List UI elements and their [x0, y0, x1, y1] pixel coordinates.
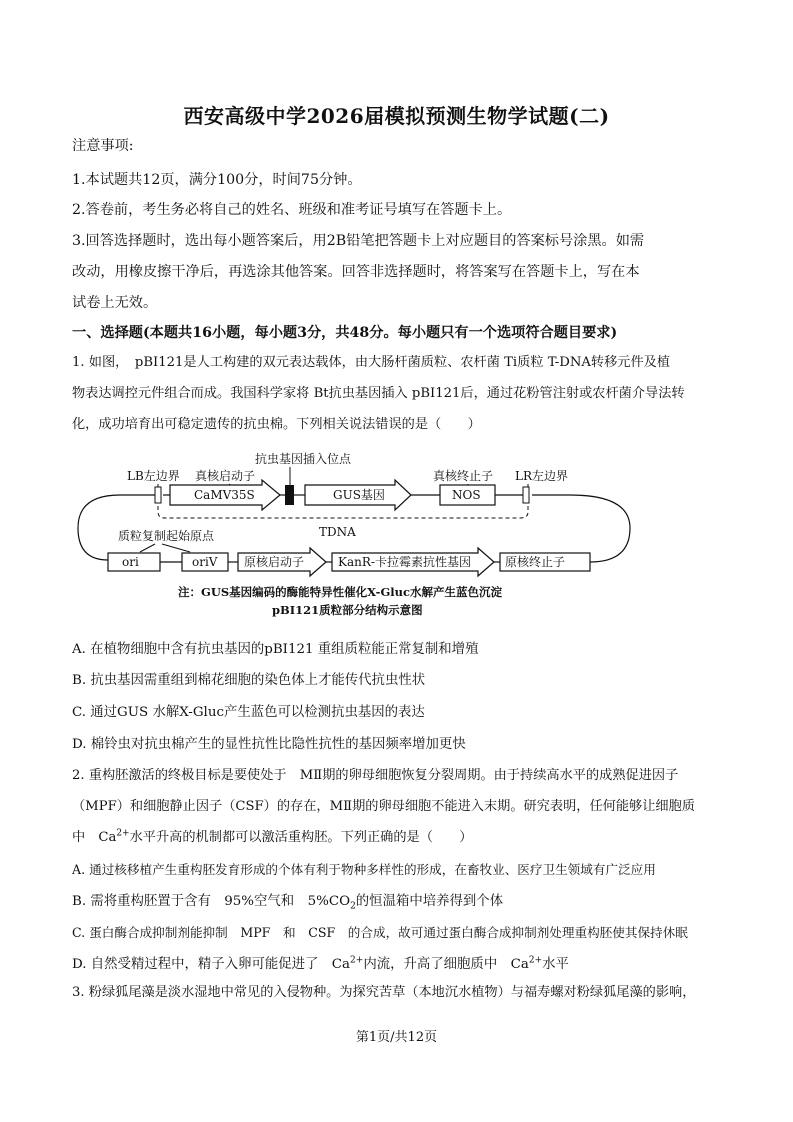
page-footer: 第1页/共12页: [355, 1030, 438, 1045]
q1-option-d: D. 棉铃虫对抗虫棉产生的显性抗性比隐性抗性的基因频率增加更快: [72, 737, 466, 752]
pro-terminator-label: 原核终止子: [505, 555, 566, 569]
origin-label: 质粒复制起始原点: [118, 529, 215, 543]
insert-site-label: 抗虫基因插入位点: [255, 452, 352, 466]
ori-label: ori: [122, 555, 139, 569]
q3-stem-line1: 3. 粉绿狐尾藻是淡水湿地中常见的入侵物种。为探究苦草（本地沉水植物）与福寿螺对粉绿狐尾藻的影响，: [72, 985, 696, 1000]
notes-heading: 注意事项:: [72, 138, 134, 154]
page-title: 西安高级中学2026届模拟预测生物学试题(二): [183, 104, 610, 128]
q1-option-b: B. 抗虫基因需重组到棉花细胞的染色体上才能传代抗虫性状: [72, 673, 426, 688]
q2-option-a: A. 通过核移植产生重构胚发育形成的个体有利于物种多样性的形成，在畜牧业、医疗卫生领域有广泛应用: [72, 862, 656, 877]
tdna-label: TDNA: [319, 525, 356, 539]
note-1: 1.本试题共12页，满分100分，时间75分钟。: [72, 172, 362, 188]
q1-option-c: C. 通过GUS 水解X-Gluc产生蓝色可以检测抗虫基因的表达: [72, 705, 425, 720]
q2-option-d: D. 自然受精过程中，精子入卵可能促进了 $Ca^{2+}$内流，升高了细胞质中 $Ca^{2+}$水平: [72, 955, 569, 972]
note-3-line2: 改动，用橡皮擦干净后，再选涂其他答案。回答非选择题时，将答案写在答题卡上，写在本: [72, 264, 640, 280]
q1-stem-line3: 化，成功培育出可稳定遗传的抗虫棉。下列相关说法错误的是（ ）: [72, 417, 481, 432]
camv-label: CaMV35S: [194, 488, 255, 502]
q2-stem-line2: （MPF）和细胞静止因子（CSF）的存在，MⅡ期的卵母细胞不能进入末期。研究表明，任何能够让细胞质: [72, 799, 695, 814]
note-2: 2.答卷前，考生务必将自己的姓名、班级和准考证号填写在答题卡上。: [72, 202, 512, 218]
nos-label: NOS: [452, 488, 481, 502]
note-3-line1: 3.回答选择题时，选出每小题答案后，用2B铅笔把答题卡上对应题目的答案标号涂黑。如需: [72, 233, 645, 249]
terminator-label: 真核终止子: [433, 469, 494, 483]
gus-label: GUS基因: [333, 488, 385, 502]
lr-label: LR左边界: [515, 469, 569, 483]
q2-option-b: B. 需将重构胚置于含有 95%空气和 $5\%CO_2$的恒温箱中培养得到个体: [72, 894, 504, 912]
diagram-caption: pBI121质粒部分结构示意图: [272, 603, 423, 617]
q1-stem-line2: 物表达调控元件组合而成。我国科学家将 Bt抗虫基因插入 pBI121后，通过花粉管注射或农杆菌介导法转: [72, 386, 685, 401]
q2-stem-line3: 中 $Ca^{2+}$水平升高的机制都可以激活重构胚。下列正确的是（ ）: [72, 828, 473, 845]
diagram-note: 注：GUS基因编码的酶能特异性催化X-Gluc水解产生蓝色沉淀: [178, 585, 502, 599]
q1-stem-line1: 1. 如图， pBI121是人工构建的双元表达载体，由大肠杆菌质粒、农杆菌 Ti质粒 T-DNA转移元件及植: [72, 355, 671, 370]
lb-label: LB左边界: [127, 469, 180, 483]
oriv-label: oriV: [192, 555, 218, 569]
q2-stem-line1: 2. 重构胚激活的终极目标是要使处于 MⅡ期的卵母细胞恢复分裂周期。由于持续高水平的成熟促进因子: [72, 768, 679, 783]
note-3-line3: 试卷上无效。: [72, 295, 158, 311]
promoter-label: 真核启动子: [195, 469, 256, 483]
q2-option-c: C. 蛋白酶合成抑制剂能抑制 MPF 和 CSF 的合成，故可通过蛋白酶合成抑制剂处理重构胚使其保持休眠: [72, 925, 688, 940]
pro-promoter-label: 原核启动子: [244, 555, 305, 569]
q1-option-a: A. 在植物细胞中含有抗虫基因的pBI121 重组质粒能正常复制和增殖: [72, 642, 479, 657]
kanr-label: KanR-卡拉霉素抗性基因: [338, 555, 471, 569]
section-heading: 一、选择题(本题共16小题，每小题3分，共48分。每小题只有一个选项符合题目要求): [72, 325, 618, 341]
plasmid-diagram: [0, 448, 793, 628]
